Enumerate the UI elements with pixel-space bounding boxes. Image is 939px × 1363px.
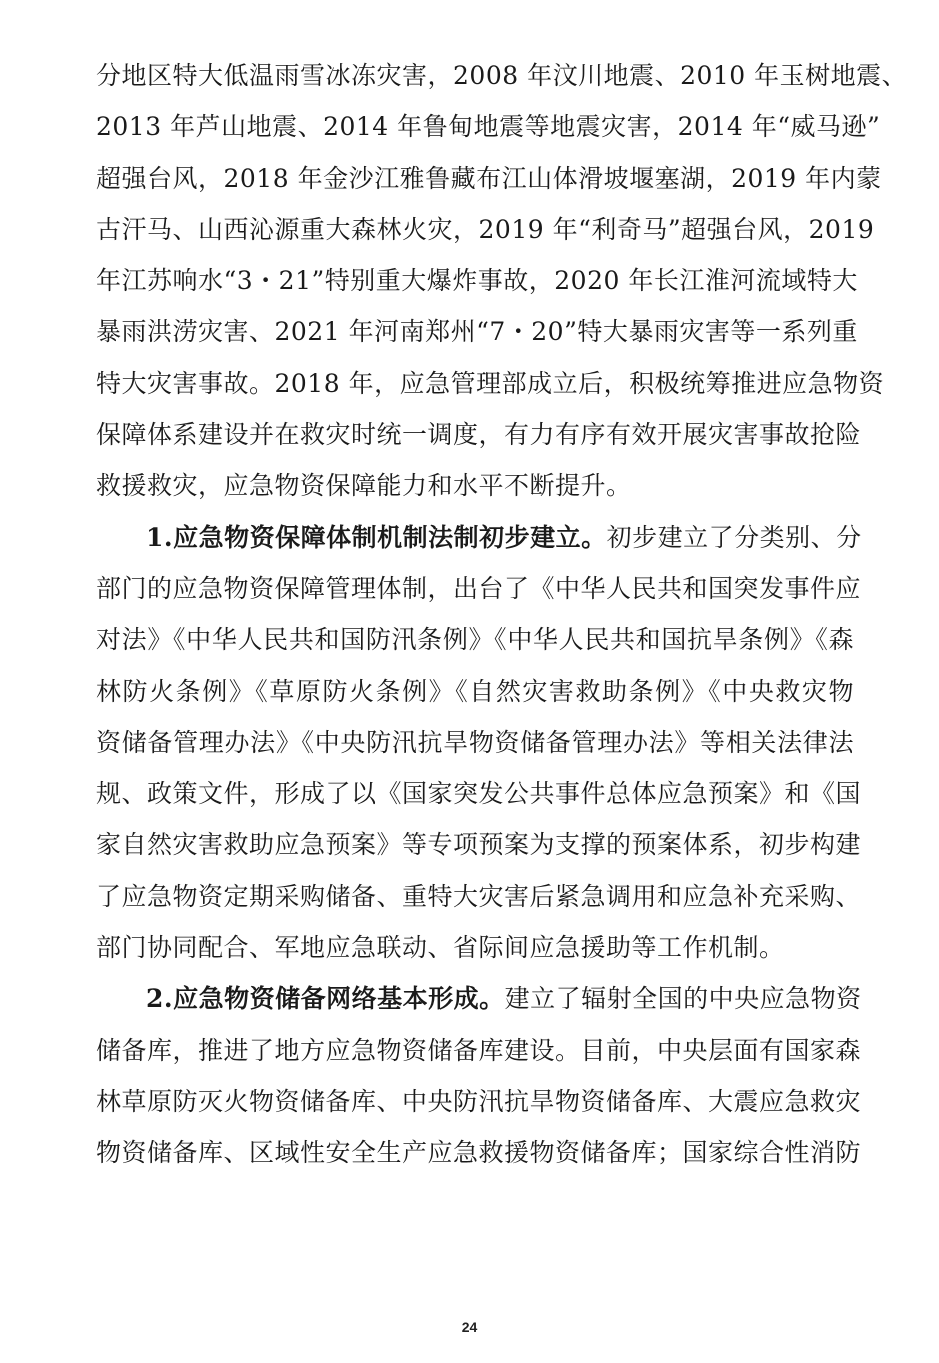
- text-line: 救援救灾，应急物资保障能力和水平不断提升。: [96, 471, 632, 501]
- paragraph-first-line: [96, 973, 862, 1024]
- text-line: 2013 年芦山地震、2014 年鲁甸地震等地震灾害，2014 年“威马逊”: [96, 112, 881, 142]
- text-line: 年江苏响水“3・21”特别重大爆炸事故，2020 年长江淮河流域特大: [96, 266, 858, 296]
- text-line: 资储备管理办法》《中央防汛抗旱物资储备管理办法》等相关法律法: [96, 727, 854, 757]
- text-line: 林防火条例》《草原防火条例》《自然灾害救助条例》《中央救灾物: [96, 676, 854, 706]
- text-line: 保障体系建设并在救灾时统一调度，有力有序有效开展灾害事故抢险: [96, 420, 862, 450]
- text-line: 了应急物资定期采购储备、重特大灾害后紧急调用和应急补充采购、: [96, 881, 862, 911]
- text-line: 物资储备库、区域性安全生产应急救援物资储备库；国家综合性消防: [96, 1138, 862, 1168]
- text-line: 部门的应急物资保障管理体制，出台了《中华人民共和国突发事件应: [96, 573, 862, 603]
- text-line: 分地区特大低温雨雪冰冻灾害，2008 年汶川地震、2010 年玉树地震、: [96, 61, 908, 90]
- paragraph-2: [96, 512, 862, 974]
- text-line: 特大灾害事故。2018 年，应急管理部成立后，积极统筹推进应急物资: [96, 368, 885, 398]
- text-line: 古汗马、山西沁源重大森林火灾，2019 年“利奇马”超强台风，2019: [96, 214, 875, 244]
- body-text: [96, 50, 908, 1179]
- text-run: 建立了辐射全国的中央应急物资: [504, 984, 862, 1014]
- text-line: 对法》《中华人民共和国防汛条例》《中华人民共和国抗旱条例》《森: [96, 625, 854, 655]
- text-line: 规、政策文件，形成了以《国家突发公共事件总体应急预案》和《国: [96, 779, 862, 809]
- text-line: 部门协同配合、军地应急联动、省际间应急援助等工作机制。: [96, 933, 785, 963]
- text-line: 储备库，推进了地方应急物资储备库建设。目前，中央层面有国家森: [96, 1035, 862, 1065]
- paragraph-first-line: [96, 512, 862, 563]
- text-line: 暴雨洪涝灾害、2021 年河南郑州“7・20”特大暴雨灾害等一系列重: [96, 317, 858, 347]
- text-line: 家自然灾害救助应急预案》等专项预案为支撑的预案体系，初步构建: [96, 830, 862, 860]
- section-heading: 2.应急物资储备网络基本形成。: [146, 984, 505, 1014]
- paragraph-3: [96, 973, 862, 1178]
- paragraph-1: [96, 50, 908, 512]
- page-number: 24: [461, 1319, 478, 1335]
- text-line: 林草原防灭火物资储备库、中央防汛抗旱物资储备库、大震应急救灾: [96, 1086, 862, 1116]
- section-heading: 1.应急物资保障体制机制法制初步建立。: [146, 522, 607, 552]
- text-run: 初步建立了分类别、分: [606, 522, 862, 552]
- text-line: 超强台风，2018 年金沙江雅鲁藏布江山体滑坡堰塞湖，2019 年内蒙: [96, 163, 882, 193]
